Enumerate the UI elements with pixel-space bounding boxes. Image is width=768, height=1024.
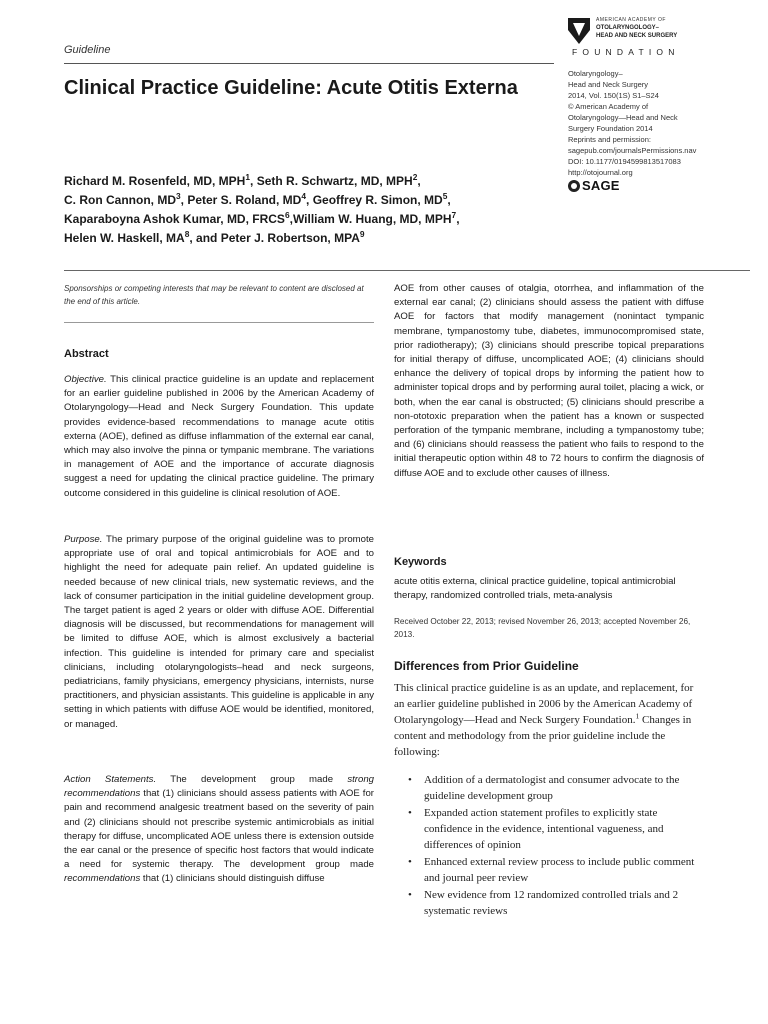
intro-text: Changes in content and methodology from the prior guideline include the following: (394, 714, 692, 758)
sage-logo-icon (568, 180, 580, 192)
author-list (64, 172, 564, 248)
journal-line: Surgery Foundation 2014 (568, 124, 653, 133)
journal-line: 2014, Vol. 150(1S) S1–S24 (568, 91, 659, 100)
sage-logo-text: SAGE (582, 178, 620, 193)
affiliation-superscript: 8 (184, 229, 190, 239)
author-line (64, 191, 564, 210)
author-line (64, 210, 564, 229)
differences-list (408, 772, 708, 920)
affiliation-superscript: 9 (359, 229, 365, 239)
sage-logo (568, 178, 620, 193)
author-separator: , (180, 193, 188, 207)
column-divider (64, 322, 374, 323)
author-name: Helen W. Haskell, MA (64, 231, 185, 245)
affiliation-superscript: 3 (175, 191, 181, 201)
affiliation-superscript: 2 (412, 172, 418, 182)
list-item: • Enhanced external review process to include public comment and journal peer review (408, 854, 708, 886)
author-separator: , (456, 212, 460, 226)
action-text: that (1) clinicians should assess patients with AOE for pain and recommend analgesic treatment based on the severity of pain and (2) clinicians should not prescribe systemic antimicrobials as initial therapy for diffuse, uncomplicated AOE unless there is extension outside the ear canal or the presence of specific host factors that would indicate a need for systemic therapy. The development group made (64, 788, 374, 871)
abstract-heading: Abstract (64, 348, 109, 360)
purpose-label: Purpose. (64, 534, 103, 545)
list-item: • Addition of a dermatologist and consumer advocate to the guideline development group (408, 772, 708, 804)
intro-text: This clinical practice guideline is as an update, and replacement, for an earlier guideline published in 2006 by the American Academy of Otolaryngology—Head and Neck Surgery Foundation. (394, 682, 694, 726)
author-name: Geoffrey R. Simon, MD (312, 193, 443, 207)
journal-info (568, 68, 748, 178)
received-dates: Received October 22, 2013; revised November 26, 2013; accepted November 26, 2013. (394, 617, 691, 639)
action-statements-label: Action Statements. (64, 774, 157, 785)
journal-line: Otolaryngology—Head and Neck (568, 113, 678, 122)
header-rule (64, 63, 554, 64)
author-name: C. Ron Cannon, MD (64, 193, 176, 207)
affiliation-superscript: 1 (245, 172, 251, 182)
section-divider (64, 270, 750, 271)
author-separator: , (250, 174, 257, 188)
author-name: Peter J. Robertson, MPA (220, 231, 360, 245)
keywords-heading: Keywords (394, 556, 447, 568)
action-emphasis: strong recommendations (64, 774, 375, 800)
citation-superscript: 1 (635, 711, 640, 721)
affiliation-superscript: 5 (442, 191, 448, 201)
doi-link[interactable]: DOI: 10.1177/0194599813517083 (568, 157, 681, 166)
author-line (64, 172, 564, 191)
objective-label: Objective. (64, 374, 107, 385)
keywords-text: acute otitis externa, clinical practice guideline, topical antimicrobial therapy, randomized controlled trials, meta-analysis (394, 576, 676, 602)
logo-org-line1: OTOLARYNGOLOGY– (596, 25, 660, 31)
author-line (64, 229, 564, 248)
purpose-text: The primary purpose of the original guideline was to promote appropriate use of oral and topical antimicrobials for AOE and to highlight the need for adequate pain relief. An updated guideline is needed because of new clinical trials, new systematic reviews, and the lack of consumer participation in the initial guideline development group. The target patient is aged 2 years or older with diffuse AOE. Differential diagnosis will be discussed, but recommendations for management will be limited to diffuse AOE, which is almost exclusively a bacterial infection. This guideline is intended for primary care and specialist clinicians, including otolaryngologists–head and neck surgeons, pediatricians, family physicians, emergency physicians, internists, nurse practitioners, and physician assistants. This guideline is applicable in any setting in which patients with diffuse AOE would be identified, monitored, or managed. (64, 534, 374, 730)
list-item: • Expanded action statement profiles to explicitly state confidence in the evidence, intentional vagueness, and differences of opinion (408, 805, 708, 853)
author-name: Richard M. Rosenfeld, MD, MPH (64, 174, 246, 188)
sponsorship-note: Sponsorships or competing interests that may be relevant to content are disclosed at the end of this article. (64, 284, 364, 306)
author-name: William W. Huang, MD, MPH (292, 212, 452, 226)
affiliation-superscript: 4 (301, 191, 307, 201)
abstract-objective (64, 373, 374, 501)
action-emphasis: recommendations (64, 873, 141, 885)
author-name: Kaparaboyna Ashok Kumar, MD, FRCS (64, 212, 285, 226)
author-name: Peter S. Roland, MD (187, 193, 302, 207)
logo-foundation-text: FOUNDATION (572, 47, 680, 57)
author-separator: , (417, 174, 421, 188)
logo-academy-text: AMERICAN ACADEMY OF (596, 17, 666, 23)
differences-intro (394, 680, 704, 760)
journal-line: Reprints and permission: (568, 135, 651, 144)
author-separator: , (289, 212, 293, 226)
author-name: Seth R. Schwartz, MD, MPH (256, 174, 413, 188)
logo-org-line2: HEAD AND NECK SURGERY (596, 33, 678, 39)
author-separator: , and (189, 231, 221, 245)
affiliation-superscript: 7 (451, 210, 457, 220)
affiliation-superscript: 6 (284, 210, 290, 220)
foundation-logo-icon (566, 16, 592, 46)
objective-text: This clinical practice guideline is an update and replacement for an earlier guideline published in 2006 by the American Academy of Otolaryngology—Head and Neck Surgery Foundation. This update provides evidence-based recommendations to manage acute otitis externa (AOE), defined as diffuse inflammation of the external ear canal, which may also involve the pinna or tympanic membrane. The variations in management of AOE and the importance of accurate diagnosis suggest a need for updating the clinical practice guideline. The primary outcome considered in this guideline is clinical resolution of AOE. (64, 374, 374, 499)
abstract-continuation: AOE from other causes of otalgia, otorrhea, and inflammation of the external ear canal; (2) clinicians should assess the patient with diffuse AOE for factors that modify management (nonintact tympanic membrane, tympanostomy tube, diabetes, immunocompromised state, prior radiotherapy); (3) clinicians should prescribe topical preparations for initial therapy of diffuse, uncomplicated AOE; (4) clinicians should enhance the delivery of topical drops by informing the patient how to administer topical drops and by performing aural toilet, placing a wick, or both, when the ear canal is obstructed; (5) clinicians should prescribe a non-ototoxic preparation when the patient has a known or suspected perforation of the tympanic membrane, including a tympanostomy tube; and (6) clinicians should reassess the patient who fails to respond to the initial therapeutic option within 48 to 72 hours to confirm the diagnosis of diffuse AOE and to exclude other causes of illness. (394, 283, 704, 479)
permissions-link[interactable]: sagepub.com/journalsPermissions.nav (568, 146, 697, 155)
author-separator: , (447, 193, 451, 207)
list-item: • New evidence from 12 randomized controlled trials and 2 systematic reviews (408, 887, 708, 919)
author-separator: , (306, 193, 313, 207)
differences-heading: Differences from Prior Guideline (394, 659, 579, 673)
article-title: Clinical Practice Guideline: Acute Otitis Externa (64, 77, 518, 99)
abstract-purpose (64, 533, 374, 732)
journal-line: Otolaryngology– (568, 69, 623, 78)
section-label: Guideline (64, 44, 111, 56)
journal-line: Head and Neck Surgery (568, 80, 649, 89)
journal-line: © American Academy of (568, 102, 649, 111)
abstract-action-statements (64, 773, 374, 887)
action-text: that (1) clinicians should distinguish diffuse (140, 873, 325, 885)
action-text: The development group made (156, 774, 348, 785)
journal-url-link[interactable]: http://otojournal.org (568, 168, 633, 177)
